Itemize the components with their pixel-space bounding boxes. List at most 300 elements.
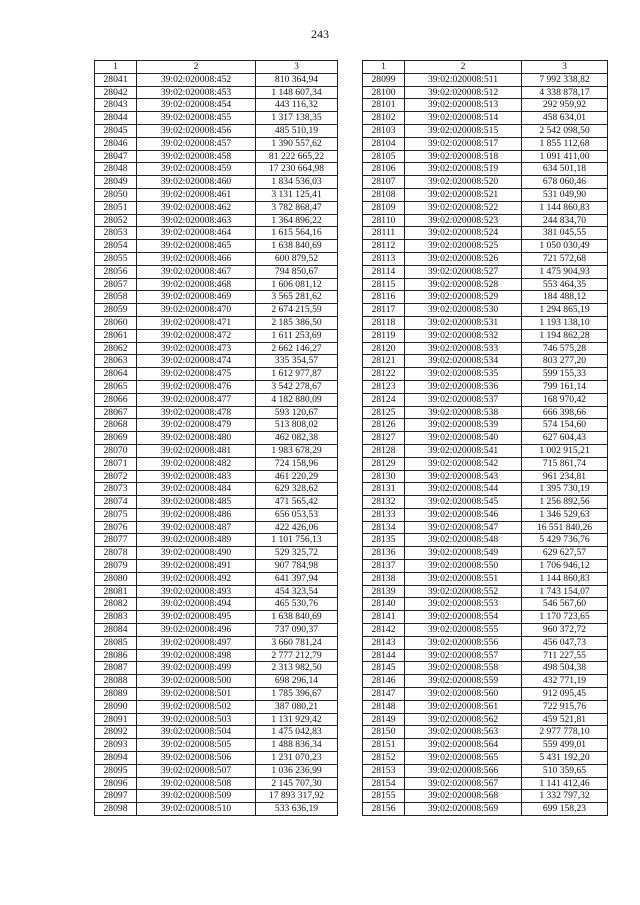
table-row bbox=[363, 726, 608, 739]
cell-number: 28070 bbox=[95, 444, 137, 457]
cell-value: 678 060,46 bbox=[522, 176, 608, 189]
table-row bbox=[363, 240, 608, 253]
cell-value: 459 521,81 bbox=[522, 713, 608, 726]
table-row bbox=[363, 764, 608, 777]
table-row bbox=[95, 636, 338, 649]
cell-number: 28133 bbox=[363, 508, 405, 521]
cell-cadastral-number: 39:02:020008:505 bbox=[137, 739, 256, 752]
cell-cadastral-number: 39:02:020008:517 bbox=[405, 137, 522, 150]
table-row bbox=[363, 624, 608, 637]
cell-value: 724 158,96 bbox=[256, 457, 338, 470]
table-row bbox=[363, 112, 608, 125]
cell-value: 1 141 412,46 bbox=[522, 777, 608, 790]
cell-number: 28114 bbox=[363, 265, 405, 278]
cell-value: 513 808,02 bbox=[256, 419, 338, 432]
cell-value: 1 036 236,99 bbox=[256, 764, 338, 777]
cell-number: 28138 bbox=[363, 572, 405, 585]
cell-value: 3 131 125,41 bbox=[256, 188, 338, 201]
cell-number: 28057 bbox=[95, 278, 137, 291]
cell-value: 746 575,28 bbox=[522, 342, 608, 355]
table-row bbox=[95, 662, 338, 675]
cell-cadastral-number: 39:02:020008:470 bbox=[137, 304, 256, 317]
table-row bbox=[95, 457, 338, 470]
table-row bbox=[95, 752, 338, 765]
table-row bbox=[95, 265, 338, 278]
cell-number: 28121 bbox=[363, 355, 405, 368]
cell-value: 1 638 840,69 bbox=[256, 240, 338, 253]
cell-cadastral-number: 39:02:020008:483 bbox=[137, 470, 256, 483]
table-body-right bbox=[363, 73, 608, 815]
cell-cadastral-number: 39:02:020008:519 bbox=[405, 163, 522, 176]
cell-number: 28140 bbox=[363, 598, 405, 611]
cell-cadastral-number: 39:02:020008:485 bbox=[137, 496, 256, 509]
column-header-cadastral: 2 bbox=[137, 61, 256, 74]
cell-cadastral-number: 39:02:020008:455 bbox=[137, 112, 256, 125]
cell-number: 28099 bbox=[363, 73, 405, 86]
table-row bbox=[363, 457, 608, 470]
cell-value: 1 855 112,68 bbox=[522, 137, 608, 150]
table-row bbox=[95, 585, 338, 598]
cell-value: 461 220,29 bbox=[256, 470, 338, 483]
cell-value: 546 567,60 bbox=[522, 598, 608, 611]
table-row bbox=[363, 163, 608, 176]
table-row bbox=[363, 73, 608, 86]
table-row bbox=[95, 73, 338, 86]
table-row bbox=[363, 432, 608, 445]
cell-value: 244 834,70 bbox=[522, 214, 608, 227]
cell-number: 28110 bbox=[363, 214, 405, 227]
table-row bbox=[363, 214, 608, 227]
table-row bbox=[363, 572, 608, 585]
cell-number: 28093 bbox=[95, 739, 137, 752]
table-row bbox=[363, 86, 608, 99]
cell-cadastral-number: 39:02:020008:453 bbox=[137, 86, 256, 99]
cell-number: 28064 bbox=[95, 368, 137, 381]
cell-value: 5 431 192,20 bbox=[522, 752, 608, 765]
cell-value: 168 970,42 bbox=[522, 393, 608, 406]
table-row bbox=[95, 649, 338, 662]
table-row bbox=[95, 380, 338, 393]
cell-number: 28100 bbox=[363, 86, 405, 99]
table-row bbox=[363, 508, 608, 521]
cell-cadastral-number: 39:02:020008:461 bbox=[137, 188, 256, 201]
cell-cadastral-number: 39:02:020008:553 bbox=[405, 598, 522, 611]
cell-value: 1 148 607,34 bbox=[256, 86, 338, 99]
table-row bbox=[363, 483, 608, 496]
cell-value: 553 464,35 bbox=[522, 278, 608, 291]
table-row bbox=[95, 726, 338, 739]
table-row bbox=[363, 188, 608, 201]
cell-value: 1 101 756,13 bbox=[256, 534, 338, 547]
cell-number: 28111 bbox=[363, 227, 405, 240]
cell-value: 1 131 929,42 bbox=[256, 713, 338, 726]
table-row bbox=[95, 291, 338, 304]
cell-number: 28071 bbox=[95, 457, 137, 470]
cell-cadastral-number: 39:02:020008:478 bbox=[137, 406, 256, 419]
cell-value: 510 359,65 bbox=[522, 764, 608, 777]
table-row bbox=[363, 316, 608, 329]
cell-cadastral-number: 39:02:020008:474 bbox=[137, 355, 256, 368]
cell-number: 28050 bbox=[95, 188, 137, 201]
cell-number: 28132 bbox=[363, 496, 405, 509]
cell-cadastral-number: 39:02:020008:496 bbox=[137, 624, 256, 637]
cell-cadastral-number: 39:02:020008:566 bbox=[405, 764, 522, 777]
cell-value: 599 155,33 bbox=[522, 368, 608, 381]
cell-number: 28082 bbox=[95, 598, 137, 611]
table-row bbox=[363, 201, 608, 214]
cell-cadastral-number: 39:02:020008:560 bbox=[405, 688, 522, 701]
cell-number: 28129 bbox=[363, 457, 405, 470]
cell-number: 28109 bbox=[363, 201, 405, 214]
table-row bbox=[95, 483, 338, 496]
cell-cadastral-number: 39:02:020008:471 bbox=[137, 316, 256, 329]
cell-number: 28098 bbox=[95, 803, 137, 816]
cell-number: 28066 bbox=[95, 393, 137, 406]
cell-cadastral-number: 39:02:020008:545 bbox=[405, 496, 522, 509]
cell-cadastral-number: 39:02:020008:565 bbox=[405, 752, 522, 765]
cell-value: 1 395 730,19 bbox=[522, 483, 608, 496]
cell-value: 1 144 860,83 bbox=[522, 201, 608, 214]
table-row bbox=[95, 700, 338, 713]
cell-number: 28058 bbox=[95, 291, 137, 304]
cell-number: 28142 bbox=[363, 624, 405, 637]
cell-value: 1 194 862,28 bbox=[522, 329, 608, 342]
cell-cadastral-number: 39:02:020008:532 bbox=[405, 329, 522, 342]
table-row bbox=[95, 393, 338, 406]
cell-number: 28131 bbox=[363, 483, 405, 496]
table-row bbox=[363, 355, 608, 368]
table-row bbox=[95, 572, 338, 585]
cell-cadastral-number: 39:02:020008:558 bbox=[405, 662, 522, 675]
cell-number: 28141 bbox=[363, 611, 405, 624]
cell-value: 458 634,01 bbox=[522, 112, 608, 125]
table-row bbox=[95, 355, 338, 368]
cell-cadastral-number: 39:02:020008:564 bbox=[405, 739, 522, 752]
cell-cadastral-number: 39:02:020008:454 bbox=[137, 99, 256, 112]
cell-cadastral-number: 39:02:020008:492 bbox=[137, 572, 256, 585]
cell-value: 721 572,68 bbox=[522, 252, 608, 265]
cell-number: 28115 bbox=[363, 278, 405, 291]
cell-cadastral-number: 39:02:020008:463 bbox=[137, 214, 256, 227]
cell-number: 28053 bbox=[95, 227, 137, 240]
table-row bbox=[363, 585, 608, 598]
cell-cadastral-number: 39:02:020008:491 bbox=[137, 560, 256, 573]
cell-value: 641 397,94 bbox=[256, 572, 338, 585]
cell-number: 28120 bbox=[363, 342, 405, 355]
cell-number: 28107 bbox=[363, 176, 405, 189]
table-row bbox=[95, 508, 338, 521]
table-row bbox=[95, 611, 338, 624]
cell-value: 17 893 317,92 bbox=[256, 790, 338, 803]
cell-cadastral-number: 39:02:020008:497 bbox=[137, 636, 256, 649]
cell-number: 28150 bbox=[363, 726, 405, 739]
cell-cadastral-number: 39:02:020008:511 bbox=[405, 73, 522, 86]
cell-value: 810 364,94 bbox=[256, 73, 338, 86]
cell-number: 28127 bbox=[363, 432, 405, 445]
table-header-row bbox=[363, 61, 608, 74]
cell-number: 28123 bbox=[363, 380, 405, 393]
cell-value: 2 145 707,30 bbox=[256, 777, 338, 790]
table-row bbox=[95, 304, 338, 317]
cell-cadastral-number: 39:02:020008:486 bbox=[137, 508, 256, 521]
cell-cadastral-number: 39:02:020008:503 bbox=[137, 713, 256, 726]
cell-cadastral-number: 39:02:020008:490 bbox=[137, 547, 256, 560]
cell-value: 2 674 215,59 bbox=[256, 304, 338, 317]
cell-cadastral-number: 39:02:020008:481 bbox=[137, 444, 256, 457]
table-row bbox=[363, 291, 608, 304]
cell-value: 7 992 338,82 bbox=[522, 73, 608, 86]
cell-number: 28061 bbox=[95, 329, 137, 342]
cell-cadastral-number: 39:02:020008:456 bbox=[137, 124, 256, 137]
table-row bbox=[95, 624, 338, 637]
cell-value: 5 429 736,76 bbox=[522, 534, 608, 547]
cell-value: 722 915,76 bbox=[522, 700, 608, 713]
cell-cadastral-number: 39:02:020008:525 bbox=[405, 240, 522, 253]
table-row bbox=[363, 304, 608, 317]
cell-value: 627 604,43 bbox=[522, 432, 608, 445]
cell-number: 28137 bbox=[363, 560, 405, 573]
table-row bbox=[95, 176, 338, 189]
cell-cadastral-number: 39:02:020008:530 bbox=[405, 304, 522, 317]
table-row bbox=[95, 214, 338, 227]
cell-cadastral-number: 39:02:020008:494 bbox=[137, 598, 256, 611]
table-row bbox=[363, 598, 608, 611]
table-row bbox=[95, 99, 338, 112]
cell-value: 593 120,67 bbox=[256, 406, 338, 419]
cell-value: 629 627,57 bbox=[522, 547, 608, 560]
cell-cadastral-number: 39:02:020008:547 bbox=[405, 521, 522, 534]
cell-value: 443 116,32 bbox=[256, 99, 338, 112]
cell-value: 634 501,18 bbox=[522, 163, 608, 176]
cell-value: 2 662 146,27 bbox=[256, 342, 338, 355]
cell-cadastral-number: 39:02:020008:568 bbox=[405, 790, 522, 803]
cell-value: 1 231 070,23 bbox=[256, 752, 338, 765]
cell-value: 1 170 723,65 bbox=[522, 611, 608, 624]
cell-number: 28143 bbox=[363, 636, 405, 649]
cell-value: 1 488 836,34 bbox=[256, 739, 338, 752]
cell-cadastral-number: 39:02:020008:567 bbox=[405, 777, 522, 790]
table-row bbox=[363, 252, 608, 265]
cell-value: 629 328,62 bbox=[256, 483, 338, 496]
cell-cadastral-number: 39:02:020008:498 bbox=[137, 649, 256, 662]
cell-cadastral-number: 39:02:020008:502 bbox=[137, 700, 256, 713]
table-row bbox=[95, 803, 338, 816]
cell-value: 1 002 915,21 bbox=[522, 444, 608, 457]
cell-number: 28055 bbox=[95, 252, 137, 265]
table-row bbox=[95, 560, 338, 573]
cell-number: 28113 bbox=[363, 252, 405, 265]
cell-value: 1 785 396,67 bbox=[256, 688, 338, 701]
table-header-row bbox=[95, 61, 338, 74]
cell-number: 28126 bbox=[363, 419, 405, 432]
table-row bbox=[363, 406, 608, 419]
cell-value: 1 606 081,12 bbox=[256, 278, 338, 291]
table-row bbox=[95, 252, 338, 265]
cell-number: 28080 bbox=[95, 572, 137, 585]
column-header-cadastral: 2 bbox=[405, 61, 522, 74]
cell-value: 699 158,23 bbox=[522, 803, 608, 816]
table-row bbox=[95, 534, 338, 547]
cell-value: 711 227,55 bbox=[522, 649, 608, 662]
cell-cadastral-number: 39:02:020008:531 bbox=[405, 316, 522, 329]
column-header-value: 3 bbox=[522, 61, 608, 74]
cell-number: 28095 bbox=[95, 764, 137, 777]
cell-number: 28049 bbox=[95, 176, 137, 189]
cell-value: 1 050 030,49 bbox=[522, 240, 608, 253]
cell-value: 1 834 536,03 bbox=[256, 176, 338, 189]
cell-number: 28101 bbox=[363, 99, 405, 112]
cell-cadastral-number: 39:02:020008:510 bbox=[137, 803, 256, 816]
cell-number: 28094 bbox=[95, 752, 137, 765]
column-header-number: 1 bbox=[95, 61, 137, 74]
cell-value: 16 551 840,26 bbox=[522, 521, 608, 534]
cell-cadastral-number: 39:02:020008:534 bbox=[405, 355, 522, 368]
table-row bbox=[95, 227, 338, 240]
cell-value: 465 530,76 bbox=[256, 598, 338, 611]
table-row bbox=[363, 675, 608, 688]
table-row bbox=[363, 419, 608, 432]
cell-number: 28128 bbox=[363, 444, 405, 457]
table-row bbox=[363, 470, 608, 483]
table-row bbox=[363, 444, 608, 457]
cell-number: 28043 bbox=[95, 99, 137, 112]
cell-value: 1 612 977,87 bbox=[256, 368, 338, 381]
cell-number: 28086 bbox=[95, 649, 137, 662]
cell-number: 28119 bbox=[363, 329, 405, 342]
cell-number: 28092 bbox=[95, 726, 137, 739]
cell-cadastral-number: 39:02:020008:472 bbox=[137, 329, 256, 342]
cell-cadastral-number: 39:02:020008:468 bbox=[137, 278, 256, 291]
cell-cadastral-number: 39:02:020008:493 bbox=[137, 585, 256, 598]
table-row bbox=[363, 777, 608, 790]
table-row bbox=[95, 278, 338, 291]
cell-number: 28048 bbox=[95, 163, 137, 176]
cell-value: 794 850,67 bbox=[256, 265, 338, 278]
cell-number: 28136 bbox=[363, 547, 405, 560]
cell-value: 2 313 982,50 bbox=[256, 662, 338, 675]
cell-value: 1 615 564,16 bbox=[256, 227, 338, 240]
cell-cadastral-number: 39:02:020008:514 bbox=[405, 112, 522, 125]
cell-number: 28122 bbox=[363, 368, 405, 381]
cell-number: 28068 bbox=[95, 419, 137, 432]
cell-cadastral-number: 39:02:020008:555 bbox=[405, 624, 522, 637]
cell-cadastral-number: 39:02:020008:549 bbox=[405, 547, 522, 560]
cell-number: 28042 bbox=[95, 86, 137, 99]
table-row bbox=[363, 752, 608, 765]
cell-value: 2 185 386,50 bbox=[256, 316, 338, 329]
cell-cadastral-number: 39:02:020008:518 bbox=[405, 150, 522, 163]
cell-cadastral-number: 39:02:020008:527 bbox=[405, 265, 522, 278]
cell-cadastral-number: 39:02:020008:509 bbox=[137, 790, 256, 803]
table-row bbox=[363, 713, 608, 726]
cell-cadastral-number: 39:02:020008:515 bbox=[405, 124, 522, 137]
cell-cadastral-number: 39:02:020008:535 bbox=[405, 368, 522, 381]
cell-number: 28051 bbox=[95, 201, 137, 214]
cell-value: 1 317 138,35 bbox=[256, 112, 338, 125]
cell-value: 432 771,19 bbox=[522, 675, 608, 688]
cell-value: 961 234,81 bbox=[522, 470, 608, 483]
cell-value: 292 959,92 bbox=[522, 99, 608, 112]
cell-cadastral-number: 39:02:020008:520 bbox=[405, 176, 522, 189]
cell-value: 3 542 278,67 bbox=[256, 380, 338, 393]
cell-cadastral-number: 39:02:020008:504 bbox=[137, 726, 256, 739]
cell-value: 1 475 904,93 bbox=[522, 265, 608, 278]
cell-number: 28108 bbox=[363, 188, 405, 201]
cell-cadastral-number: 39:02:020008:546 bbox=[405, 508, 522, 521]
cell-number: 28060 bbox=[95, 316, 137, 329]
cell-number: 28147 bbox=[363, 688, 405, 701]
table-row bbox=[363, 227, 608, 240]
table-row bbox=[95, 444, 338, 457]
cell-cadastral-number: 39:02:020008:462 bbox=[137, 201, 256, 214]
cell-number: 28065 bbox=[95, 380, 137, 393]
table-row bbox=[95, 316, 338, 329]
cell-number: 28083 bbox=[95, 611, 137, 624]
table-row bbox=[363, 329, 608, 342]
cell-number: 28156 bbox=[363, 803, 405, 816]
cell-number: 28085 bbox=[95, 636, 137, 649]
table-row bbox=[363, 739, 608, 752]
table-row bbox=[363, 700, 608, 713]
cell-number: 28118 bbox=[363, 316, 405, 329]
cell-cadastral-number: 39:02:020008:473 bbox=[137, 342, 256, 355]
cell-value: 907 784,98 bbox=[256, 560, 338, 573]
table-row bbox=[95, 713, 338, 726]
cell-cadastral-number: 39:02:020008:542 bbox=[405, 457, 522, 470]
cell-cadastral-number: 39:02:020008:543 bbox=[405, 470, 522, 483]
cell-cadastral-number: 39:02:020008:482 bbox=[137, 457, 256, 470]
cell-number: 28124 bbox=[363, 393, 405, 406]
data-table-right bbox=[362, 60, 608, 816]
cell-cadastral-number: 39:02:020008:513 bbox=[405, 99, 522, 112]
cell-number: 28145 bbox=[363, 662, 405, 675]
cell-cadastral-number: 39:02:020008:550 bbox=[405, 560, 522, 573]
cell-cadastral-number: 39:02:020008:569 bbox=[405, 803, 522, 816]
cell-value: 471 565,42 bbox=[256, 496, 338, 509]
cell-cadastral-number: 39:02:020008:458 bbox=[137, 150, 256, 163]
cell-value: 462 082,38 bbox=[256, 432, 338, 445]
cell-cadastral-number: 39:02:020008:452 bbox=[137, 73, 256, 86]
table-row bbox=[95, 201, 338, 214]
cell-cadastral-number: 39:02:020008:507 bbox=[137, 764, 256, 777]
cell-value: 1 743 154,07 bbox=[522, 585, 608, 598]
cell-value: 1 390 557,62 bbox=[256, 137, 338, 150]
table-row bbox=[363, 278, 608, 291]
table-row bbox=[95, 240, 338, 253]
table-row bbox=[95, 188, 338, 201]
cell-number: 28059 bbox=[95, 304, 137, 317]
table-row bbox=[363, 547, 608, 560]
cell-number: 28088 bbox=[95, 675, 137, 688]
table-row bbox=[363, 99, 608, 112]
cell-number: 28074 bbox=[95, 496, 137, 509]
table-row bbox=[95, 150, 338, 163]
cell-cadastral-number: 39:02:020008:459 bbox=[137, 163, 256, 176]
cell-cadastral-number: 39:02:020008:460 bbox=[137, 176, 256, 189]
cell-cadastral-number: 39:02:020008:536 bbox=[405, 380, 522, 393]
table-row bbox=[363, 368, 608, 381]
table-row bbox=[363, 790, 608, 803]
cell-value: 574 154,60 bbox=[522, 419, 608, 432]
cell-cadastral-number: 39:02:020008:539 bbox=[405, 419, 522, 432]
cell-value: 184 488,12 bbox=[522, 291, 608, 304]
table-row bbox=[95, 470, 338, 483]
table-row bbox=[95, 739, 338, 752]
cell-number: 28154 bbox=[363, 777, 405, 790]
cell-number: 28105 bbox=[363, 150, 405, 163]
cell-cadastral-number: 39:02:020008:552 bbox=[405, 585, 522, 598]
cell-number: 28047 bbox=[95, 150, 137, 163]
